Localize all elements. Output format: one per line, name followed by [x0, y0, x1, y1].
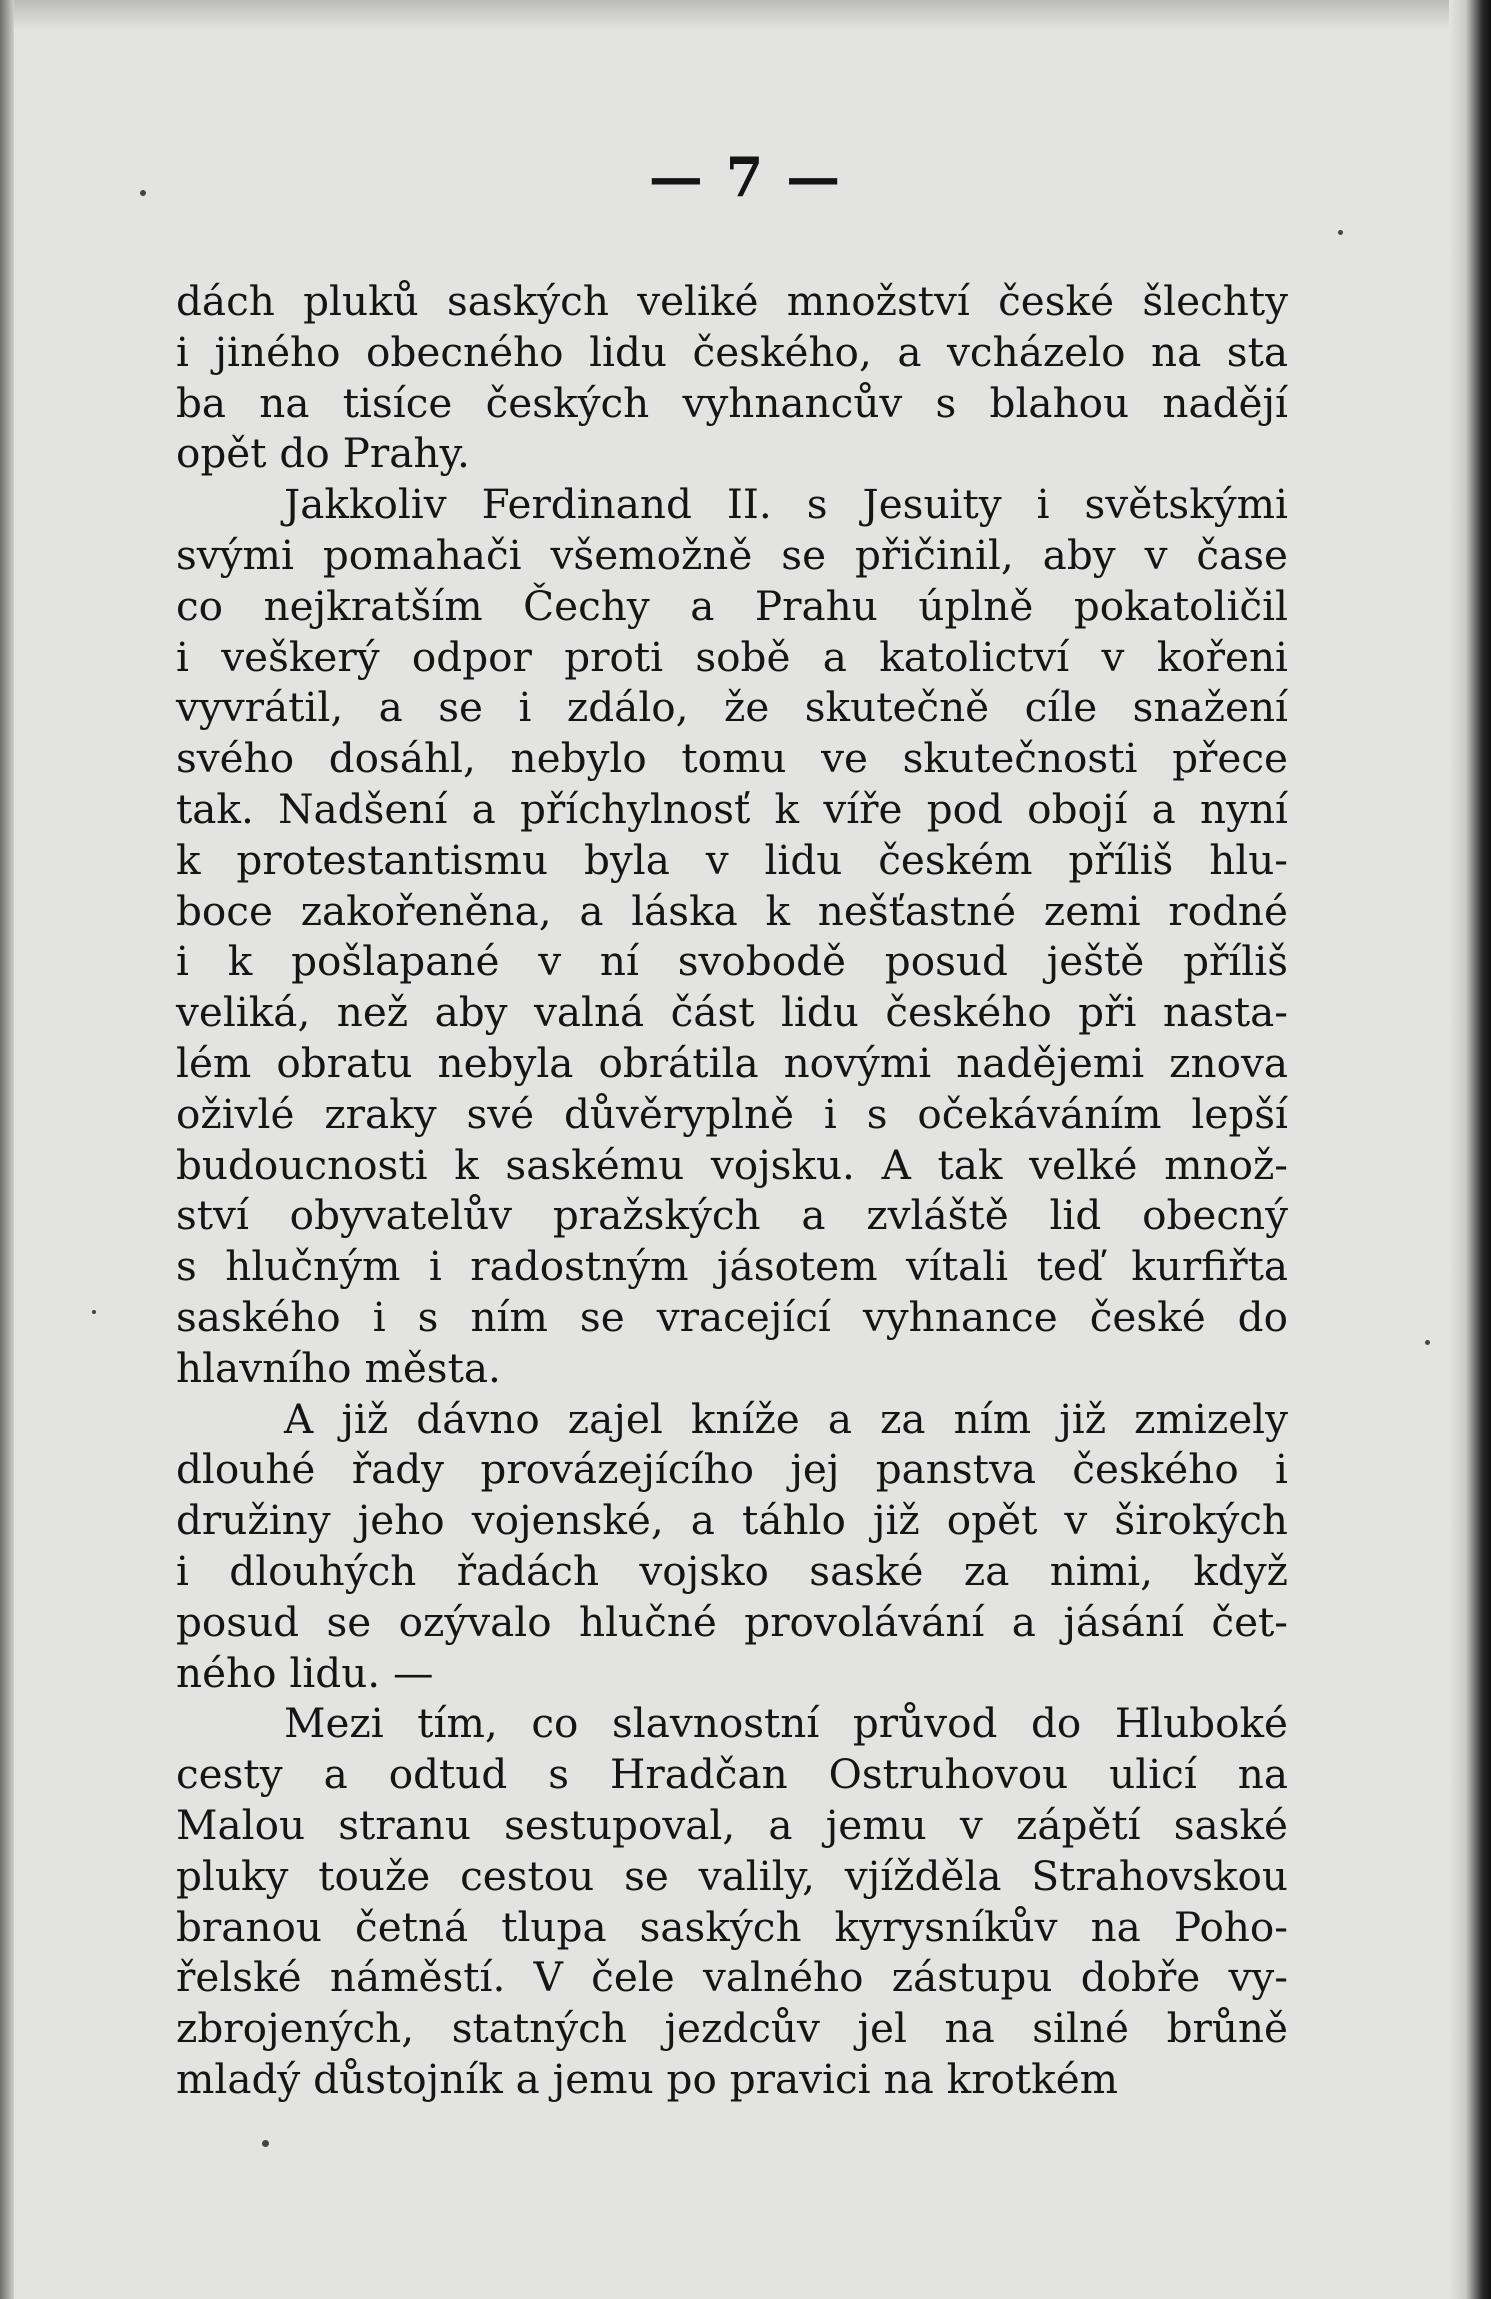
- text-line: A již dávno zajel kníže a za ním již zmizely: [284, 1394, 1288, 1443]
- print-speck: [262, 2140, 269, 2147]
- text-line: budoucnosti k saskému vojsku. A tak velké množ-: [176, 1140, 1288, 1189]
- page-left-edge: [0, 0, 14, 2299]
- text-line: i k pošlapané v ní svobodě posud ještě příliš: [176, 937, 1288, 986]
- text-line: Malou stranu sestupoval, a jemu v zápětí saské: [176, 1800, 1288, 1849]
- page-right-edge: [1449, 0, 1491, 2299]
- text-line: lém obratu nebyla obrátila novými nadějemi znova: [176, 1038, 1288, 1087]
- print-speck: [140, 190, 146, 196]
- text-line: i jiného obecného lidu českého, a vcházelo na sta: [176, 327, 1288, 376]
- text-line: družiny jeho vojenské, a táhlo již opět v širokých: [176, 1496, 1288, 1545]
- body-text: [176, 276, 1288, 2105]
- text-line: opět do Prahy.: [176, 429, 470, 478]
- text-line: mladý důstojník a jemu po pravici na krotkém: [176, 2054, 1119, 2103]
- text-line: svého dosáhl, nebylo tomu ve skutečnosti přece: [176, 734, 1288, 783]
- text-line: pluky touže cestou se valily, vjížděla Strahovskou: [176, 1851, 1288, 1900]
- text-line: posud se ozývalo hlučné provolávání a jásání čet-: [176, 1597, 1288, 1646]
- text-line: svými pomahači všemožně se přičinil, aby v čase: [176, 530, 1288, 579]
- text-line: oživlé zraky své důvěryplně i s očekáváním lepší: [176, 1089, 1288, 1138]
- text-line: Jakkoliv Ferdinand II. s Jesuity i světskými: [284, 480, 1288, 529]
- print-speck: [1425, 1340, 1430, 1345]
- print-speck: [92, 1310, 96, 1314]
- text-line: Mezi tím, co slavnostní průvod do Hluboké: [284, 1699, 1288, 1748]
- text-line: ba na tisíce českých vyhnancův s blahou nadějí: [176, 378, 1288, 427]
- text-line: co nejkratším Čechy a Prahu úplně pokatoličil: [176, 581, 1288, 630]
- text-line: tak. Nadšení a příchylnosť k víře pod obojí a nyní: [176, 784, 1288, 833]
- print-speck: [1338, 230, 1343, 235]
- text-line: vyvrátil, a se i zdálo, že skutečně cíle snažení: [176, 683, 1288, 732]
- text-line: řelské náměstí. V čele valného zástupu dobře vy-: [176, 1953, 1288, 2002]
- text-line: i dlouhých řadách vojsko saské za nimi, když: [176, 1546, 1288, 1595]
- page-top-shadow: [0, 0, 1491, 30]
- text-line: hlavního města.: [176, 1343, 501, 1392]
- text-line: ného lidu. —: [176, 1648, 434, 1697]
- text-line: boce zakořeněna, a láska k nešťastné zemi rodné: [176, 886, 1288, 935]
- text-line: k protestantismu byla v lidu českém příliš hlu-: [176, 835, 1288, 884]
- text-line: zbrojených, statných jezdcův jel na silné brůně: [176, 2004, 1288, 2053]
- text-line: veliká, než aby valná část lidu českého při nasta-: [176, 988, 1288, 1037]
- page-number: — 7 —: [648, 145, 843, 209]
- text-line: saského i s ním se vracející vyhnance české do: [176, 1292, 1288, 1341]
- text-line: i veškerý odpor proti sobě a katolictví v kořeni: [176, 632, 1288, 681]
- text-line: ství obyvatelův pražských a zvláště lid obecný: [176, 1191, 1288, 1240]
- text-line: cesty a odtud s Hradčan Ostruhovou ulicí na: [176, 1750, 1288, 1799]
- text-line: s hlučným i radostným jásotem vítali teď kurfiřta: [176, 1242, 1288, 1291]
- text-line: branou četná tlupa saských kyrysníkův na Poho-: [176, 1902, 1288, 1951]
- text-line: dlouhé řady provázejícího jej panstva českého i: [176, 1445, 1288, 1494]
- text-line: dách pluků saských veliké množství české šlechty: [176, 277, 1288, 325]
